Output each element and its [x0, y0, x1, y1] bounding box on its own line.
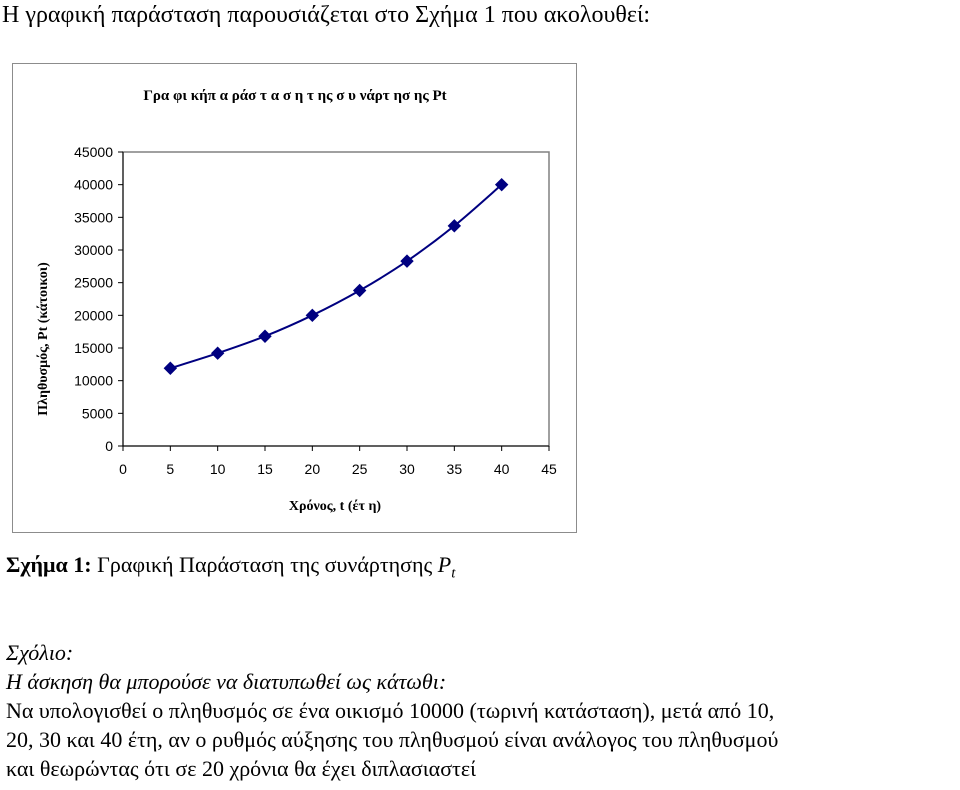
y-tick-label: 10000	[74, 372, 113, 389]
plot-area	[74, 144, 557, 477]
x-tick-label: 40	[493, 461, 510, 477]
y-tick-label: 5000	[81, 405, 113, 422]
caption-label: Σχήμα 1:	[6, 552, 92, 577]
comment-line: και θεωρώντας ότι σε 20 χρόνια θα έχει διπλασιαστεί	[6, 756, 477, 781]
chart-y-axis-label: Πληθυσμός, Pt (κάτοικοι)	[36, 262, 51, 416]
population-chart	[13, 64, 578, 534]
y-tick-label: 40000	[74, 176, 113, 193]
x-tick-label: 30	[399, 461, 415, 477]
data-point-marker	[212, 347, 224, 359]
caption-text: Γραφική Παράσταση της συνάρτησης	[91, 552, 438, 577]
comment-block	[6, 638, 960, 783]
y-tick-label: 0	[105, 438, 113, 454]
x-tick-label: 25	[351, 461, 368, 477]
comment-line: Να υπολογισθεί ο πληθυσμός σε ένα οικισμό 10000 (τωρινή κατάσταση), μετά από 10,	[6, 698, 775, 723]
y-tick-label: 20000	[74, 307, 113, 324]
data-point-marker	[164, 362, 176, 374]
x-tick-label: 45	[541, 461, 557, 477]
chart-title: Γρα φι κήπ α ράσ τ α σ η τ ης σ υ νάρτ ησ ης Pt	[143, 88, 447, 104]
data-point-marker	[306, 309, 318, 321]
comment-heading: Σχόλιο:	[6, 640, 74, 665]
series-line	[170, 185, 501, 369]
y-tick-label: 45000	[74, 144, 113, 160]
y-tick-label: 30000	[74, 242, 113, 258]
caption-symbol: P	[437, 552, 452, 577]
plot-area-border	[123, 152, 549, 446]
data-point-marker	[354, 285, 366, 297]
data-point-marker	[259, 330, 271, 342]
data-point-marker	[401, 255, 413, 267]
x-tick-label: 35	[446, 461, 463, 477]
caption-subscript: t	[451, 565, 456, 582]
chart-figure	[12, 63, 577, 533]
x-tick-label: 20	[304, 461, 321, 477]
y-tick-label: 15000	[74, 340, 113, 356]
y-tick-label: 35000	[74, 209, 113, 226]
figure-caption	[6, 552, 455, 586]
y-tick-label: 25000	[74, 274, 113, 291]
intro-text: Η γραφική παράσταση παρουσιάζεται στο Σχήμα 1 που ακολουθεί:	[2, 2, 651, 28]
chart-x-axis-label: Χρόνος, t (έτ η)	[288, 499, 382, 514]
x-tick-label: 5	[166, 461, 175, 477]
x-tick-label: 0	[119, 461, 127, 477]
x-tick-label: 10	[209, 461, 226, 477]
comment-intro: Η άσκηση θα μπορούσε να διατυπωθεί ως κάτωθι:	[6, 669, 447, 694]
x-tick-label: 15	[257, 461, 273, 477]
comment-line: 20, 30 και 40 έτη, αν ο ρυθμός αύξησης του πληθυσμού είναι ανάλογος του πληθυσμού	[6, 727, 779, 752]
